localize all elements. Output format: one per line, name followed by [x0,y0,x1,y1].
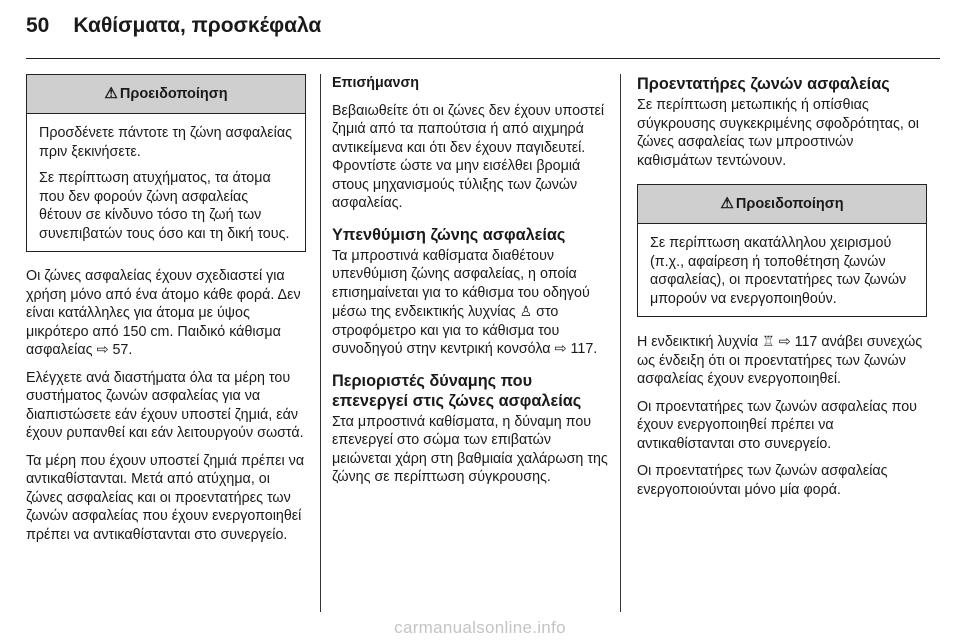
warning-box [26,74,306,252]
warning-triangle-icon: ⚠ [720,195,734,212]
body-paragraph: Ελέγχετε ανά διαστήματα όλα τα μέρη του συστήματος ζωνών ασφαλείας για να διαπιστώσετε εάν έχουν υποστεί ζημιά, εάν έχουν ρυπανθεί και εάν λειτουργούν σωστά. [26,369,304,441]
warning-box [637,184,927,317]
page-header [26,14,321,50]
paragraph-text: Οι ζώνες ασφαλείας έχουν σχεδιαστεί για χρήση μόνο από ένα άτομο κάθε φορά. Δεν είναι κατάλληλες για άτομα με ύψος μικρότερο από 150 cm. Παιδικό κάθισμα ασφαλείας [26,268,301,358]
warning-heading [27,75,305,114]
body-paragraph: Τα μέρη που έχουν υποστεί ζημιά πρέπει να αντικαθίστανται. Μετά από ατύχημα, οι ζώνες ασφαλείας και οι προεντατήρες των ζωνών ασφαλείας που έχουν ενεργοποιηθεί πρέπει να αντικαθίστανται στο συνεργείο. [26,452,305,543]
note-heading: Επισήμανση [332,75,419,91]
page-reference: 57. [112,342,133,358]
column-1 [26,74,306,553]
body-paragraph [637,332,927,389]
page-ref-arrow-icon: ⇨ [554,341,567,357]
warning-body [27,114,305,251]
warning-paragraph: Προσδένετε πάντοτε τη ζώνη ασφαλείας πριν ξεκινήσετε. [39,125,292,160]
page-ref-arrow-icon: ⇨ [96,342,109,358]
seatbelt-icon: ♙ [519,303,533,319]
page-title: Καθίσματα, προσκέφαλα [73,14,322,37]
column-divider [620,74,621,612]
section-heading-limiter: Περιοριστές δύναμης που επενεργεί στις ζώνες ασφαλείας [332,371,582,410]
body-paragraph: Οι προεντατήρες των ζωνών ασφαλείας ενεργοποιούνται μόνο μία φορά. [637,463,888,498]
warning-body [638,224,926,316]
watermark: carmanualsonline.info [394,618,566,637]
column-divider [320,74,321,612]
page-ref-arrow-icon: ⇨ [778,334,791,350]
warning-paragraph: Σε περίπτωση ακατάλληλου χειρισμού (π.χ., αφαίρεση ή τοποθέτηση ζωνών ασφαλείας), οι προεντατήρες των ζωνών μπορούν να ενεργοποιηθούν. [650,235,907,307]
column-3 [637,74,927,508]
header-rule [26,58,940,59]
warning-heading-text: Προειδοποίηση [735,196,844,212]
warning-paragraph: Σε περίπτωση ατυχήματος, τα άτομα που δεν φορούν ζώνη ασφαλείας θέτουν σε κίνδυνο τόσο τη ζωή των συνεπιβατών τους όσο και τη δική τους. [39,170,290,242]
paragraph-text: στο στροφόμετρο και για το κάθισμα του συνοδηγού στην κεντρική κονσόλα [332,304,560,357]
page-number: 50 [26,14,50,37]
note-paragraph: Βεβαιωθείτε ότι οι ζώνες δεν έχουν υποστεί ζημιά από τα παπούτσια ή από αιχμηρά αντικείμενα και ότι δεν έχουν παγιδευτεί. Φροντίστε ώστε να μην εισέλθει βρομιά στους μηχανισμούς τύλιξης των ζωνών ασφαλείας. [332,102,605,211]
body-paragraph: Στα μπροστινά καθίσματα, η δύναμη που επενεργεί στο σώμα των επιβατών μειώνεται χάρη στη βαθμιαία χαλάρωση της ζώνης σε περίπτωση σύγκρουσης. [332,413,608,485]
paragraph-text: Η ενδεικτική λυχνία [637,334,759,350]
body-paragraph: Σε περίπτωση μετωπικής ή οπίσθιας σύγκρουσης συγκεκριμένης σφοδρότητας, οι ζώνες ασφαλείας των μπροστινών καθισμάτων τεντώνουν. [637,97,919,169]
paragraph-text: ανάβει συνεχώς ως ένδειξη ότι οι προεντατήρες των ζωνών ασφαλείας έχουν ενεργοποιηθεί. [637,334,923,387]
section-heading-reminder: Υπενθύμιση ζώνης ασφαλείας [332,225,566,244]
section-heading-pretensioners: Προεντατήρες ζωνών ασφαλείας [637,75,890,93]
paragraph-text: Τα μπροστινά καθίσματα διαθέτουν υπενθύμιση ζώνης ασφαλείας, η οποία επισημαίνεται για το κάθισμα του οδηγού μέσω της ενδεικτικής λυχνίας [332,247,590,320]
body-paragraph: Οι προεντατήρες των ζωνών ασφαλείας που έχουν ενεργοποιηθεί πρέπει να αντικαθίστανται στο συνεργείο. [637,398,917,452]
warning-heading-text: Προειδοποίηση [119,86,228,102]
airbag-icon: ♖ [762,333,775,349]
body-paragraph [332,247,608,359]
column-2 [332,74,608,496]
page-reference: 117. [570,341,598,357]
body-paragraph [26,267,306,360]
warning-heading [638,185,926,224]
page-reference: 117 [794,334,818,350]
warning-triangle-icon: ⚠ [104,85,118,102]
